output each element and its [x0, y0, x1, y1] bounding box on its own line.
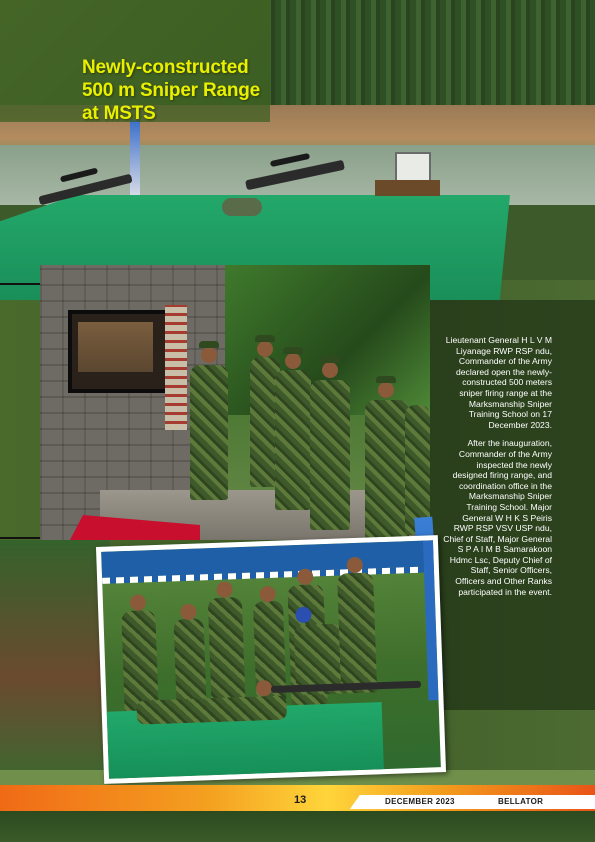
- inspection-photo-image: [101, 540, 441, 778]
- lower-landscape: [0, 540, 110, 790]
- officer-head: [322, 362, 338, 378]
- officer-head: [216, 581, 233, 598]
- beret-icon: [320, 356, 340, 363]
- plaque-face: [78, 322, 153, 372]
- title-line: Newly-constructed: [82, 57, 249, 78]
- title-line: at MSTS: [82, 103, 156, 124]
- blue-pole: [423, 540, 439, 700]
- target-stand: [375, 180, 440, 196]
- title-line: 500 m Sniper Range: [82, 80, 261, 101]
- beret-icon: [199, 341, 219, 348]
- beret-icon: [376, 376, 396, 383]
- officer: [310, 380, 350, 530]
- flag-pole: [130, 120, 140, 195]
- officer-head: [201, 347, 217, 363]
- officer: [275, 370, 311, 510]
- magazine-name: BELLATOR: [498, 797, 544, 806]
- issue-date: DECEMBER 2023: [385, 797, 455, 806]
- beret-icon: [255, 335, 275, 342]
- officer: [190, 365, 228, 500]
- officer-head: [297, 568, 314, 585]
- officer-head: [378, 382, 394, 398]
- officer: [208, 597, 246, 708]
- body-paragraph: After the inauguration, Commander of the Army inspected the newly designed firing range, and coordination office in the Marksmanship Sniper Training School. Major General W H K S Peiris RWP RSP VSV USP ndu, Chief of Staff, Major General S P A I M B Samarakoon Hdmc Lsc, Deputy Chief of Staff, Senior Officers, Officers and Other Ranks participated in the event.: [443, 438, 552, 597]
- article-body: [440, 335, 552, 605]
- officer-head: [285, 353, 301, 369]
- officer-head: [257, 341, 273, 357]
- beret-icon: [283, 347, 303, 354]
- officer-head: [130, 594, 147, 611]
- officer: [337, 572, 377, 693]
- unveiling-curtain: [165, 305, 187, 430]
- unveiling-photo: [40, 265, 430, 540]
- target-board: [395, 152, 431, 182]
- page-number: 13: [294, 794, 307, 806]
- bottom-background: [0, 808, 595, 842]
- sandbag: [222, 198, 262, 216]
- officer: [405, 405, 430, 535]
- inspection-photo: [96, 535, 446, 784]
- body-paragraph: Lieutenant General H L V M Liyanage RWP RSP ndu, Commander of the Army declared open the newly-constructed 500 meters sniper firing range at the Marksmanship Sniper Training School on 17 December 2023.: [445, 335, 552, 430]
- article-title: [82, 56, 312, 125]
- officer: [365, 400, 409, 540]
